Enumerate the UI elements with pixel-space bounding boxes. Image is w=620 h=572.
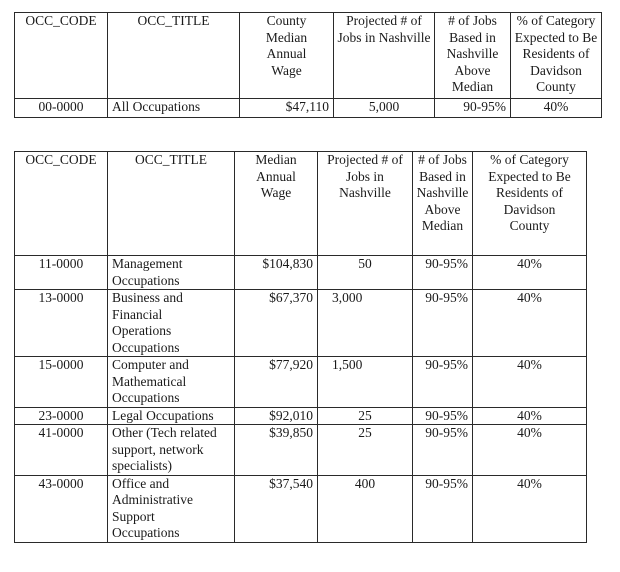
cell-jobs-above-median: 90-95% [413,407,473,425]
cell-median-wage: $37,540 [235,475,318,542]
cell-occ-code: 13-0000 [15,290,108,357]
cell-residents-pct: 40% [473,425,587,476]
cell-residents-pct: 40% [473,290,587,357]
header-projected-jobs: Projected # of Jobs in Nashville [318,152,413,256]
cell-residents-pct: 40% [511,99,602,118]
cell-projected-jobs: 25 [318,407,413,425]
cell-occ-title: Office and Administrative Support Occupations [108,475,235,542]
table-row [15,290,587,357]
cell-occ-title: Management Occupations [108,256,235,290]
cell-occ-title: Business and Financial Operations Occupations [108,290,235,357]
cell-occ-code: 23-0000 [15,407,108,425]
cell-residents-pct: 40% [473,475,587,542]
table-row [15,256,587,290]
cell-projected-jobs: 400 [318,475,413,542]
header-jobs-above-median: # of Jobs Based in Nashville Above Median [413,152,473,256]
cell-occ-code: 00-0000 [15,99,108,118]
table-row [15,407,587,425]
cell-jobs-above-median: 90-95% [413,475,473,542]
header-occ-code: OCC_CODE [15,152,108,256]
header-occ-code: OCC_CODE [15,13,108,99]
table-row [15,99,602,118]
cell-jobs-above-median: 90-95% [413,425,473,476]
cell-median-wage: $39,850 [235,425,318,476]
cell-occ-code: 15-0000 [15,357,108,408]
cell-median-wage: $67,370 [235,290,318,357]
cell-median-wage: $77,920 [235,357,318,408]
table-row [15,475,587,542]
cell-occ-title: All Occupations [108,99,240,118]
table-header-row [15,13,602,99]
cell-occ-title: Legal Occupations [108,407,235,425]
cell-jobs-above-median: 90-95% [413,357,473,408]
table-row [15,425,587,476]
cell-projected-jobs: 3,000 [318,290,413,357]
cell-projected-jobs: 25 [318,425,413,476]
header-residents-pct: % of Category Expected to Be Residents of Davidson County [473,152,587,256]
header-median-wage: County Median Annual Wage [240,13,334,99]
cell-median-wage: $104,830 [235,256,318,290]
occupation-categories-table [14,151,587,543]
header-jobs-above-median: # of Jobs Based in Nashville Above Median [435,13,511,99]
cell-residents-pct: 40% [473,407,587,425]
cell-projected-jobs: 50 [318,256,413,290]
cell-occ-title: Computer and Mathematical Occupations [108,357,235,408]
table-header-row [15,152,587,256]
header-projected-jobs: Projected # of Jobs in Nashville [334,13,435,99]
cell-occ-code: 41-0000 [15,425,108,476]
cell-projected-jobs: 1,500 [318,357,413,408]
cell-median-wage: $47,110 [240,99,334,118]
cell-occ-code: 43-0000 [15,475,108,542]
table-row [15,357,587,408]
cell-jobs-above-median: 90-95% [435,99,511,118]
header-residents-pct: % of Category Expected to Be Residents of Davidson County [511,13,602,99]
header-median-wage: Median Annual Wage [235,152,318,256]
cell-residents-pct: 40% [473,357,587,408]
cell-jobs-above-median: 90-95% [413,256,473,290]
header-occ-title: OCC_TITLE [108,152,235,256]
cell-occ-title: Other (Tech related support, network specialists) [108,425,235,476]
cell-occ-code: 11-0000 [15,256,108,290]
cell-projected-jobs: 5,000 [334,99,435,118]
header-occ-title: OCC_TITLE [108,13,240,99]
cell-residents-pct: 40% [473,256,587,290]
cell-jobs-above-median: 90-95% [413,290,473,357]
cell-median-wage: $92,010 [235,407,318,425]
all-occupations-table [14,12,602,118]
